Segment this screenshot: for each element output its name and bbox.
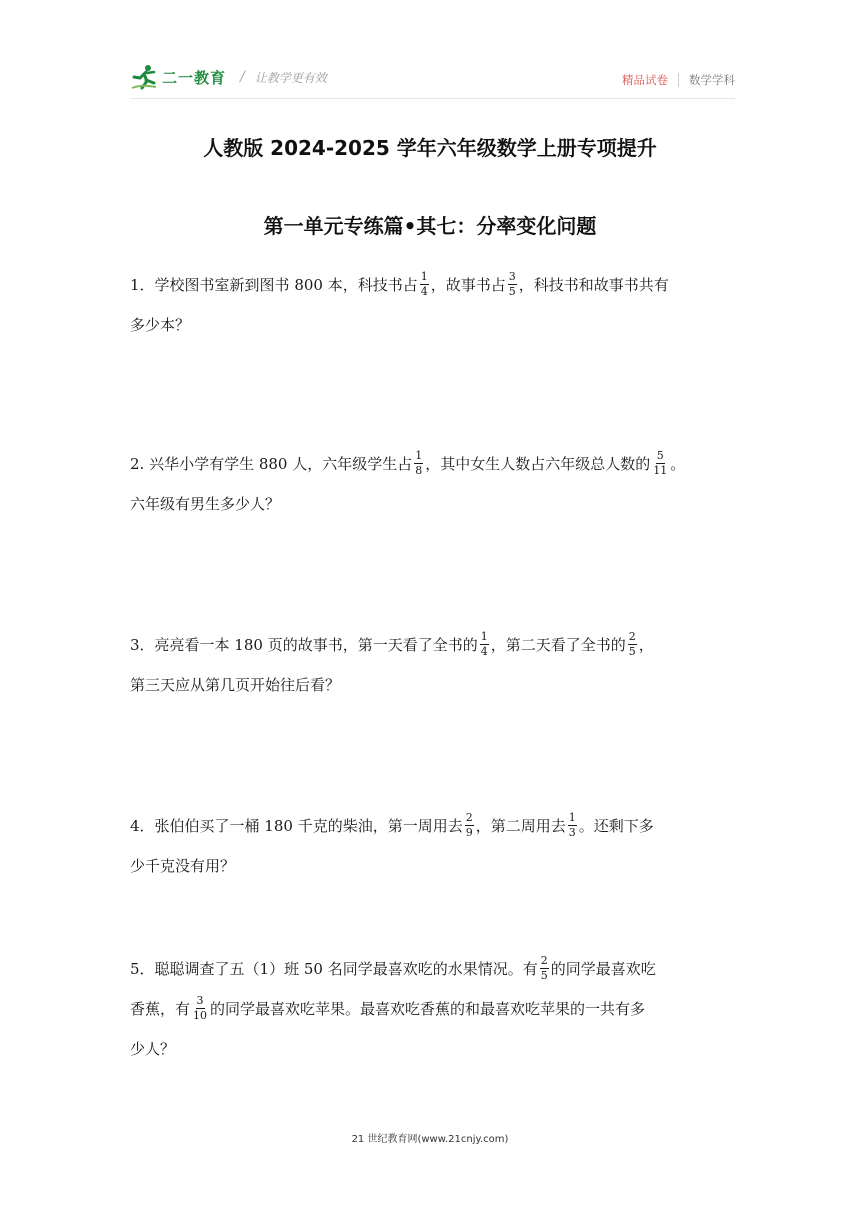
page-title: 人教版 2024-2025 学年六年级数学上册专项提升 — [203, 136, 657, 160]
question-line — [130, 307, 735, 341]
brand-logo — [130, 64, 327, 90]
fraction — [628, 631, 637, 658]
question-text: 1．学校图书室新到图书 800 本，科技书占 — [130, 275, 418, 294]
question-text: 。还剩下多 — [578, 816, 654, 835]
fraction — [568, 812, 577, 839]
fraction-numerator: 2 — [628, 629, 636, 643]
question-text: 第三天应从第几页开始往后看？ — [130, 675, 341, 694]
question-text: 少千克没有用？ — [130, 856, 236, 875]
fraction-denominator: 5 — [508, 284, 516, 298]
fraction — [414, 450, 423, 477]
question-text: 少人？ — [130, 1039, 176, 1058]
logo-text: 二一教育 — [162, 68, 227, 87]
fraction — [192, 995, 208, 1022]
fraction-denominator: 9 — [465, 825, 473, 839]
question-text: 香蕉，有 — [130, 999, 191, 1018]
question-line — [130, 951, 735, 985]
question-text: 4．张伯伯买了一桶 180 千克的柴油，第一周用去 — [130, 816, 463, 835]
question-line — [130, 1031, 735, 1065]
fraction-numerator: 5 — [656, 448, 664, 462]
fraction-numerator: 1 — [415, 448, 423, 462]
fraction-numerator: 3 — [508, 269, 516, 283]
question-5 — [130, 951, 735, 1065]
header-tags — [622, 72, 735, 88]
question-text: 5．聪聪调查了五（1）班 50 名同学最喜欢吃的水果情况。有 — [130, 959, 538, 978]
question-line — [130, 627, 735, 661]
question-2 — [130, 446, 735, 520]
premium-tag: 精品试卷 — [622, 73, 668, 87]
question-1 — [130, 267, 735, 341]
running-figure-logo-icon — [130, 64, 158, 90]
fraction-numerator: 1 — [480, 629, 488, 643]
question-line — [130, 848, 735, 882]
fraction-denominator: 8 — [415, 463, 423, 477]
question-text: 。 — [670, 454, 686, 473]
question-text: ，故事书占 — [430, 275, 506, 294]
fraction — [508, 271, 517, 298]
page-subtitle: 第一单元专练篇•其七：分率变化问题 — [263, 214, 597, 238]
fraction-denominator: 5 — [628, 644, 636, 658]
question-line — [130, 486, 735, 520]
fraction-numerator: 2 — [540, 953, 548, 967]
question-4 — [130, 808, 735, 882]
question-text: 2. 兴华小学有学生 880 人，六年级学生占 — [130, 454, 413, 473]
fraction-denominator: 4 — [480, 644, 488, 658]
fraction-numerator: 3 — [196, 993, 204, 1007]
question-text: ，第二周用去 — [475, 816, 566, 835]
fraction-denominator: 5 — [540, 968, 548, 982]
question-text: 多少本？ — [130, 315, 191, 334]
question-text: ，其中女生人数占六年级总人数的 — [425, 454, 651, 473]
subject-tag: 数学学科 — [689, 73, 735, 87]
fraction — [420, 271, 429, 298]
fraction-denominator: 10 — [193, 1008, 208, 1022]
question-text: ， — [638, 635, 654, 654]
fraction-denominator: 3 — [568, 825, 576, 839]
fraction — [480, 631, 489, 658]
question-text: 3．亮亮看一本 180 页的故事书，第一天看了全书的 — [130, 635, 478, 654]
page-footer: 21 世纪教育网(www.21cnjy.com) — [351, 1134, 509, 1145]
question-line — [130, 667, 735, 701]
question-text: 的同学最喜欢吃苹果。最喜欢吃香蕉的和最喜欢吃苹果的一共有多 — [210, 999, 646, 1018]
fraction-numerator: 2 — [465, 810, 473, 824]
fraction-denominator: 11 — [653, 463, 668, 477]
logo-slogan: 让教学更有效 — [254, 70, 327, 85]
question-line — [130, 267, 735, 301]
logo-divider: / — [240, 69, 245, 85]
fraction-numerator: 1 — [568, 810, 576, 824]
question-line — [130, 446, 735, 480]
question-text: ，科技书和故事书共有 — [518, 275, 669, 294]
tag-divider — [678, 73, 679, 87]
question-line — [130, 808, 735, 842]
header-divider — [130, 98, 735, 99]
fraction — [540, 955, 549, 982]
question-3 — [130, 627, 735, 701]
page-header — [130, 58, 735, 98]
fraction-denominator: 4 — [420, 284, 428, 298]
question-text: 的同学最喜欢吃 — [550, 959, 656, 978]
fraction — [465, 812, 474, 839]
fraction — [652, 450, 668, 477]
question-text: ，第二天看了全书的 — [490, 635, 626, 654]
fraction-numerator: 1 — [420, 269, 428, 283]
question-text: 六年级有男生多少人？ — [130, 494, 281, 513]
question-line — [130, 991, 735, 1025]
